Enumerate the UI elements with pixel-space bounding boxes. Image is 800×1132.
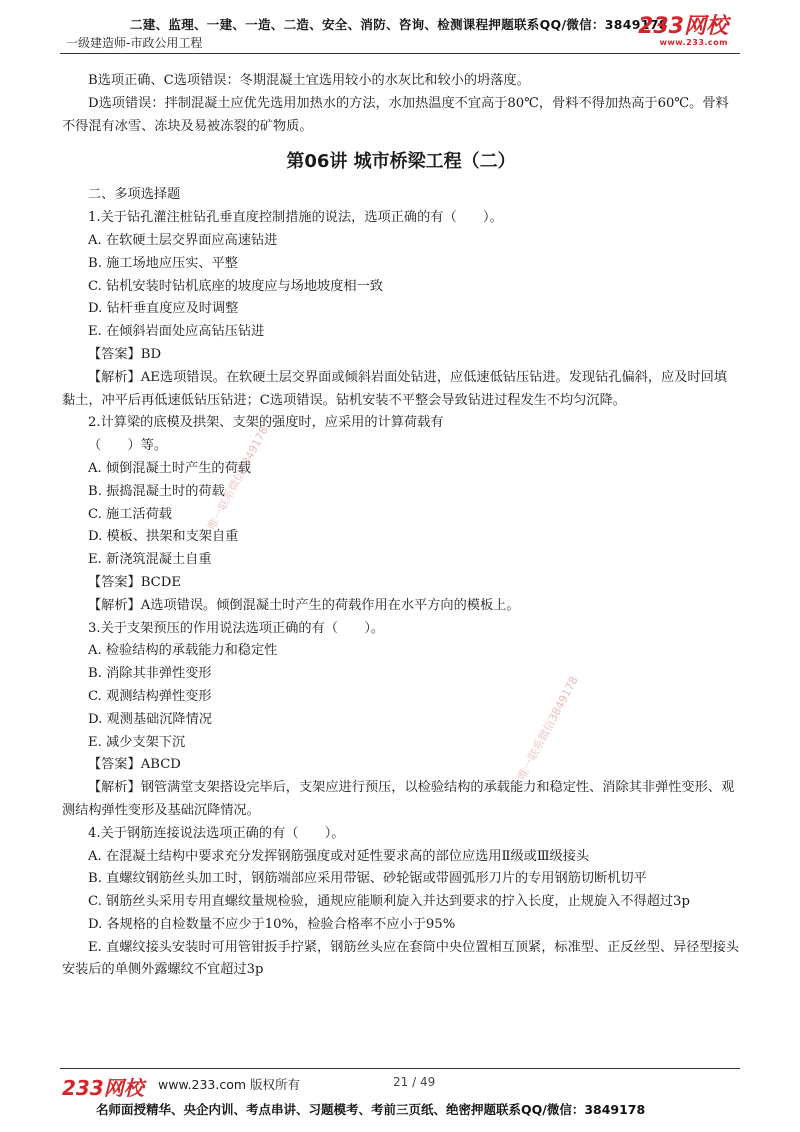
question-option: B. 直螺纹钢筋丝头加工时，钢筋端部应采用带锯、砂轮锯或带圆弧形刀片的专用钢筋切断机切平 xyxy=(88,871,647,887)
question-option: C. 钢筋丝头采用专用直螺纹量规检验，通规应能顺利旋入并达到要求的拧入长度，止规旋入不得超过3p xyxy=(88,894,690,910)
question-option: D. 各规格的自检数量不应少于10%，检验合格率不应小于95% xyxy=(88,916,456,932)
question-option: A. 在软硬土层交界面应高速钻进 xyxy=(88,232,278,248)
brand-logo xyxy=(638,16,728,47)
answer-line: 【答案】ABCD xyxy=(88,757,181,773)
header-promo-text: 二建、监理、一建、一造、二造、安全、消防、咨询、检测课程押题联系QQ/微信：3849178 xyxy=(130,17,668,32)
intro-paragraph: B选项正确、C选项错误：冬期混凝土宜选用较小的水灰比和较小的坍落度。 xyxy=(88,73,530,88)
analysis-paragraph: 【解析】钢管满堂支架搭设完毕后，支架应进行预压，以检验结构的承载能力和稳定性、消除其非弹性变形、观测结构弹性变形及基础沉降情况。 xyxy=(62,780,735,818)
question-option: A. 检验结构的承载能力和稳定性 xyxy=(88,643,278,659)
question-option: E. 直螺纹接头安装时可用管钳扳手拧紧，钢筋丝头应在套筒中央位置相互顶紧，标准型、正反丝型、异径型接头安装后的单侧外露螺纹不宜超过3p xyxy=(62,939,740,978)
question-option: D. 观测基础沉降情况 xyxy=(88,711,212,727)
intro-paragraph: D选项错误：拌制混凝土应优先选用加热水的方法，水加热温度不宜高于80℃，骨料不得加热高于60℃。骨料不得混有冰雪、冻块及易被冻裂的矿物质。 xyxy=(62,95,729,134)
question-option: E. 减少支架下沉 xyxy=(88,734,186,750)
answer-line: 【答案】BD xyxy=(88,346,162,362)
watermark-text: 唯一联系微信3849178 xyxy=(515,674,581,783)
question-option: C. 施工活荷载 xyxy=(88,506,172,522)
document-body xyxy=(62,70,740,982)
question-option: D. 模板、拱架和支架自重 xyxy=(88,529,239,545)
header-subtitle: 一级建造师-市政公用工程 xyxy=(66,36,203,50)
question-option: A. 倾倒混凝土时产生的荷载 xyxy=(88,460,251,476)
page-number: 21 / 49 xyxy=(393,1075,436,1089)
part-label: 二、多项选择题 xyxy=(88,187,181,203)
question-stem: 4.关于钢筋连接说法选项正确的有（ ）。 xyxy=(88,825,345,841)
question-option: C. 钻机安装时钻机底座的坡度应与场地坡度相一致 xyxy=(88,278,383,294)
question-option: A. 在混凝土结构中要求充分发挥钢筋强度或对延性要求高的部位应选用Ⅱ级或Ⅲ级接头 xyxy=(88,848,590,864)
question-option: E. 在倾斜岩面处应高钻压钻进 xyxy=(88,324,265,340)
question-stem: 3.关于支架预压的作用说法选项正确的有（ ）。 xyxy=(88,620,385,636)
question-option: D. 钻杆垂直度应及时调整 xyxy=(88,301,239,317)
watermark-text: 唯一联系微信3849178 xyxy=(205,424,271,533)
question-option: C. 观测结构弹性变形 xyxy=(88,688,212,704)
question-stem: 2.计算梁的底模及拱架、支架的强度时，应采用的计算荷载有 xyxy=(88,415,444,431)
header-divider xyxy=(60,53,740,54)
question-option: B. 振捣混凝土时的荷载 xyxy=(88,483,225,499)
question-option: E. 新浇筑混凝土自重 xyxy=(88,552,212,568)
footer-copyright: www.233.com 版权所有 xyxy=(158,1077,300,1092)
footer-brand-logo: 233网校 xyxy=(62,1076,144,1100)
brand-logo-text: 233网校 xyxy=(638,14,728,39)
question-stem-continued: （ ）等。 xyxy=(88,438,168,454)
section-title: 第06讲 城市桥梁工程（二） xyxy=(286,151,516,173)
analysis-paragraph: 【解析】AE选项错误。在软硬土层交界面或倾斜岩面处钻进，应低速低钻压钻进。发现钻孔偏斜，应及时回填黏土，冲平后再低速低钻压钻进；C选项错误。钻机安装不平整会导致钻进过程发生不均匀沉降。 xyxy=(62,369,727,408)
footer-promo-text: 名师面授精华、央企内训、考点串讲、习题模考、考前三页纸、绝密押题联系QQ/微信：3849178 xyxy=(96,1102,646,1117)
brand-logo-url: www.233.com xyxy=(659,38,728,47)
analysis-paragraph: 【解析】A选项错误。倾倒混凝土时产生的荷载作用在水平方向的模板上。 xyxy=(88,597,520,613)
answer-line: 【答案】BCDE xyxy=(88,574,181,590)
question-option: B. 施工场地应压实、平整 xyxy=(88,255,238,271)
footer-divider xyxy=(60,1068,740,1069)
question-stem: 1.关于钻孔灌注桩钻孔垂直度控制措施的说法，选项正确的有（ ）。 xyxy=(88,210,503,226)
question-option: B. 消除其非弹性变形 xyxy=(88,666,212,682)
